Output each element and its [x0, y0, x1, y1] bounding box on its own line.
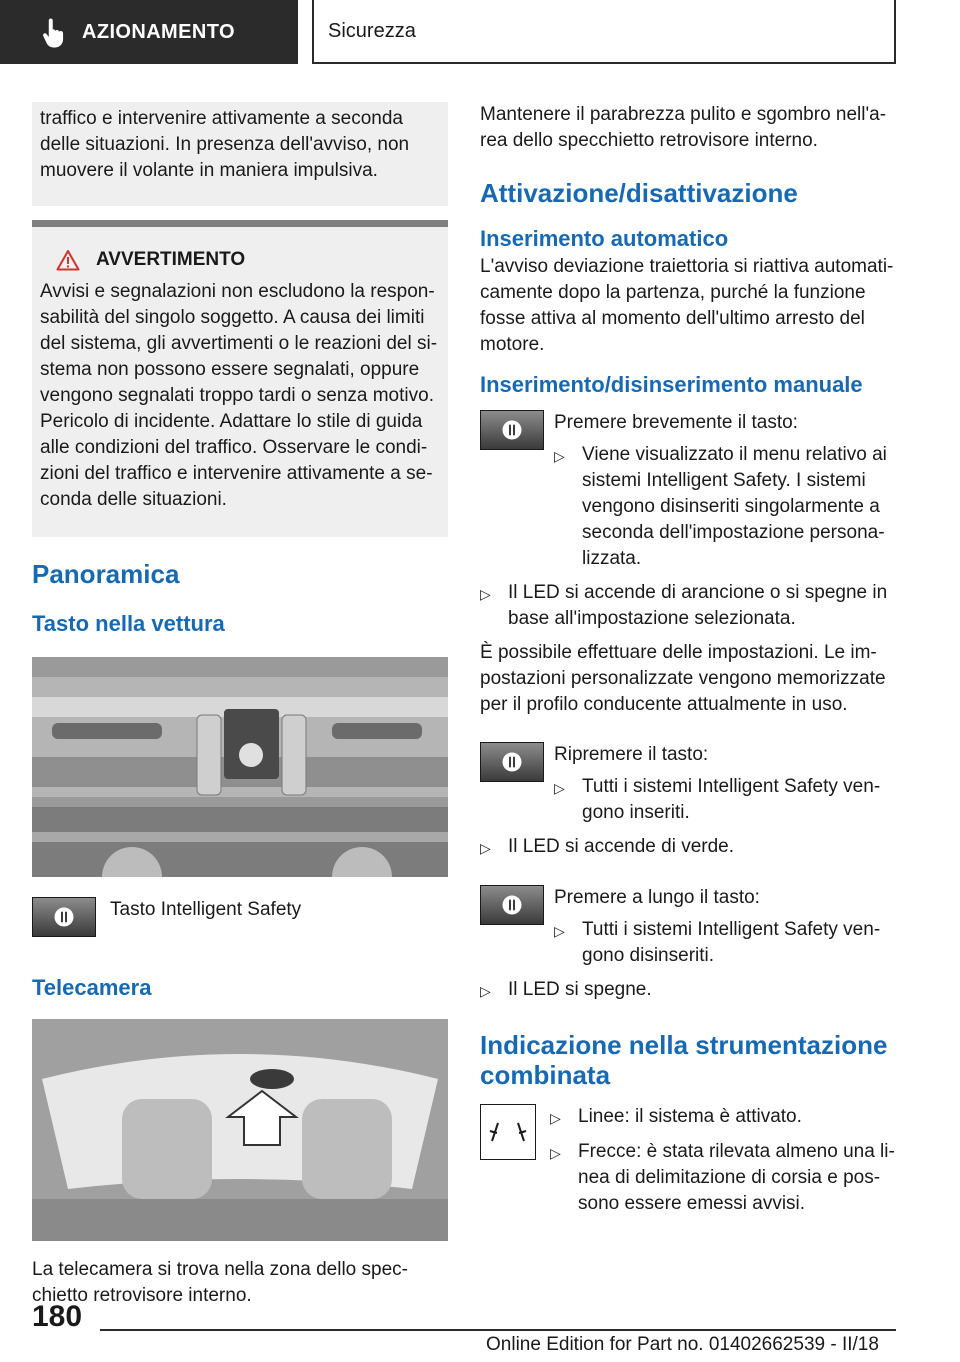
- automatic-text: L'avviso deviazione traiettoria si riattiva automaticamente dopo la partenza, purché la funzione fosse attiva al momento dell'ultimo arresto del motore.: [480, 256, 894, 355]
- section-tab: [0, 0, 298, 64]
- lane-lines-symbol: [480, 1104, 536, 1160]
- left-column: [32, 102, 448, 1309]
- dashboard-photo: [32, 657, 448, 877]
- intelligent-safety-button: [480, 742, 544, 782]
- footer-edition: Online Edition for Part no. 01402662539 - II/18: [486, 1334, 879, 1355]
- triangle-bullet-icon: ▷: [554, 448, 565, 464]
- triangle-bullet-icon: ▷: [480, 983, 491, 999]
- heading-button-in-car: Tasto nella vettura: [32, 611, 225, 636]
- intelligent-safety-icon: [53, 906, 75, 928]
- intelligent-safety-button: [480, 885, 544, 925]
- warning-continuation-box: [32, 102, 448, 206]
- camera-photo: [32, 1019, 448, 1241]
- step1-text: Premere brevemente il tasto:: [554, 412, 798, 433]
- step-press-again: [480, 742, 900, 826]
- step2-bullet: Tutti i sistemi Intelligent Safety vengono inseriti.: [582, 776, 881, 823]
- camera-text: La telecamera si trova nella zona dello specchietto retrovisore interno.: [32, 1259, 408, 1306]
- heading-automatic: Inserimento automatico: [480, 226, 729, 251]
- warning-header: [56, 249, 440, 271]
- step3-bullet: Tutti i sistemi Intelligent Safety vengono disinseriti.: [582, 919, 881, 966]
- lane-lines-icon: [486, 1117, 530, 1147]
- chapter-title: Sicurezza: [328, 19, 416, 42]
- heading-manual: Inserimento/disinserimento manuale: [480, 372, 863, 397]
- warning-text: Avvisi e segnalazioni non escludono la responsabilità del singolo soggetto. A causa dei limiti del sistema, gli avvertimenti o le reazioni del sistema non possono essere segnalati, oppure vengono segnalati troppo tardi o senza motivo. Pericolo di incidente. Adattare lo stile di guida alle condizioni del traffico. Osservare le condizioni del traffico e intervenire attivamente a seconda delle situazioni.: [40, 281, 438, 510]
- heading-camera: Telecamera: [32, 975, 152, 1000]
- step2-text: Ripremere il tasto:: [554, 744, 709, 765]
- intro-text: Mantenere il parabrezza pulito e sgombro nell'area dello specchietto retrovisore interno.: [480, 104, 887, 151]
- heading-activation: Attivazione/disattivazione: [480, 178, 798, 208]
- continuation-text: traffico e intervenire attivamente a seconda delle situazioni. In presenza dell'avviso, non muovere il volante in maniera impulsiva.: [40, 108, 410, 181]
- section-title: AZIONAMENTO: [82, 20, 235, 43]
- triangle-bullet-icon: ▷: [480, 840, 491, 856]
- list-item: [554, 917, 900, 969]
- intelligent-safety-button: [32, 897, 96, 937]
- display-legend: [480, 1104, 900, 1217]
- heading-overview: Panoramica: [32, 559, 180, 589]
- display-bullet-lines: Linee: il sistema è attivato.: [578, 1106, 802, 1127]
- right-column: [480, 102, 900, 1217]
- chapter-tab: [312, 0, 896, 64]
- triangle-bullet-icon: ▷: [554, 923, 565, 939]
- triangle-bullet-icon: ▷: [554, 780, 565, 796]
- step3-led: Il LED si spegne.: [508, 979, 652, 1000]
- triangle-bullet-icon: ▷: [550, 1110, 561, 1126]
- warning-title: AVVERTIMENTO: [96, 249, 246, 270]
- heading-display: Indicazione nella strumentazione combinata: [480, 1030, 888, 1090]
- settings-text: È possibile effettuare delle impostazioni. Le impostazioni personalizzate vengono memorizzate per il profilo conducente attualmente in uso.: [480, 642, 886, 715]
- intelligent-safety-icon: [501, 419, 523, 441]
- button-legend: [32, 897, 448, 937]
- button-caption: Tasto Intelligent Safety: [110, 899, 302, 920]
- list-item: [480, 834, 900, 861]
- warning-box: [32, 220, 448, 537]
- list-item: [550, 1139, 900, 1217]
- step1-bullet: Viene visualizzato il menu relativo ai sistemi Intelligent Safety. I sistemi vengono disinseriti singolarmente a seconda dell'impostazione personalizzata.: [582, 444, 887, 569]
- hand-pointer-icon: [38, 15, 72, 49]
- step-long-press: [480, 885, 900, 969]
- list-item: [480, 977, 900, 1004]
- warning-triangle-icon: [56, 249, 80, 271]
- intelligent-safety-button: [480, 410, 544, 450]
- intelligent-safety-icon: [501, 894, 523, 916]
- dashboard-vents-illustration: [32, 657, 448, 877]
- list-item: [550, 1104, 900, 1131]
- page-number: 180: [32, 1300, 83, 1333]
- step3-text: Premere a lungo il tasto:: [554, 887, 760, 908]
- display-bullet-arrows: Frecce: è stata rilevata almeno una linea di delimitazione di corsia e possono essere emessi avvisi.: [578, 1141, 895, 1214]
- triangle-bullet-icon: ▷: [550, 1145, 561, 1161]
- list-item: [480, 580, 900, 632]
- intelligent-safety-icon: [501, 751, 523, 773]
- step-short-press: [480, 410, 900, 572]
- step2-led: Il LED si accende di verde.: [508, 836, 735, 857]
- footer-divider: [100, 1329, 896, 1331]
- windshield-camera-illustration: [32, 1019, 448, 1241]
- step1-led: Il LED si accende di arancione o si spegne in base all'impostazione selezionata.: [508, 582, 888, 629]
- list-item: [554, 774, 900, 826]
- triangle-bullet-icon: ▷: [480, 586, 491, 602]
- list-item: [554, 442, 900, 572]
